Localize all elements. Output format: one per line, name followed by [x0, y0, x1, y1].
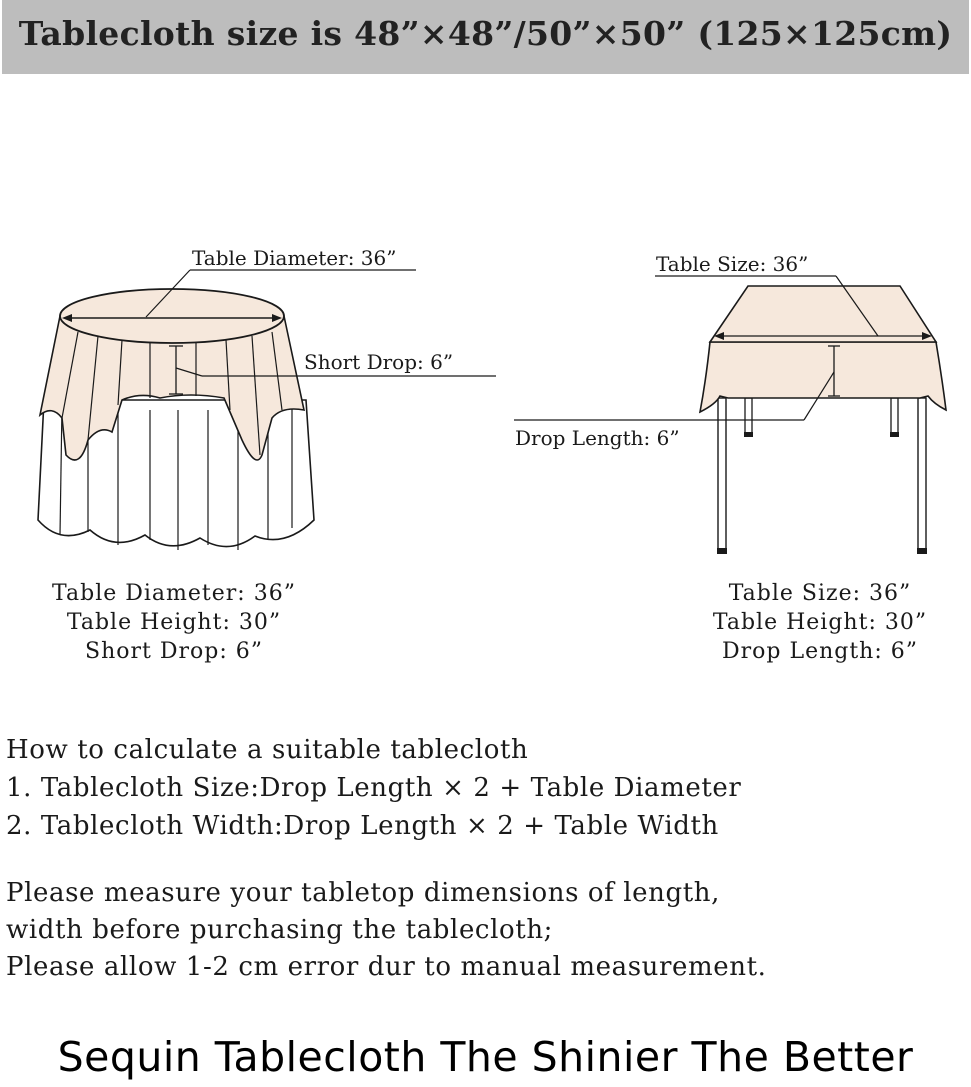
- square-table-specs: [670, 579, 970, 666]
- round-spec-drop: Short Drop: 6”: [85, 639, 263, 664]
- note-line-1: Please measure your tabletop dimensions of length,: [6, 878, 720, 908]
- instruction-step-2: 2. Tablecloth Width:Drop Length × 2 + Table Width: [6, 811, 719, 841]
- square-spec-size: Table Size: 36”: [728, 581, 912, 606]
- square-spec-drop: Drop Length: 6”: [721, 639, 919, 664]
- round-table-illustration: [38, 270, 496, 550]
- round-table-specs: [24, 579, 324, 666]
- square-table-illustration: [514, 276, 946, 554]
- square-spec-height: Table Height: 30”: [712, 610, 928, 635]
- page-title: Tablecloth size is 48”×48”/50”×50” (125×125cm): [18, 14, 953, 53]
- square-table-cloth: [700, 342, 946, 412]
- note-line-2: width before purchasing the tablecloth;: [6, 915, 554, 945]
- instructions-heading: How to calculate a suitable tablecloth: [6, 735, 529, 765]
- instruction-step-1: 1. Tablecloth Size:Drop Length × 2 + Table Diameter: [6, 773, 742, 803]
- measurement-notes: [6, 875, 767, 986]
- round-drop-callout: Short Drop: 6”: [304, 350, 454, 374]
- square-drop-callout: Drop Length: 6”: [515, 426, 680, 450]
- square-table-top: [710, 286, 936, 342]
- round-diameter-callout: Table Diameter: 36”: [192, 246, 397, 270]
- square-size-callout: Table Size: 36”: [656, 252, 809, 276]
- round-spec-height: Table Height: 30”: [66, 610, 282, 635]
- round-spec-diameter: Table Diameter: 36”: [52, 581, 296, 606]
- calculation-instructions: [6, 731, 741, 845]
- round-table-top: [60, 289, 284, 343]
- tagline: Sequin Tablecloth The Shinier The Better: [57, 1033, 914, 1081]
- note-line-3: Please allow 1-2 cm error dur to manual measurement.: [6, 952, 767, 982]
